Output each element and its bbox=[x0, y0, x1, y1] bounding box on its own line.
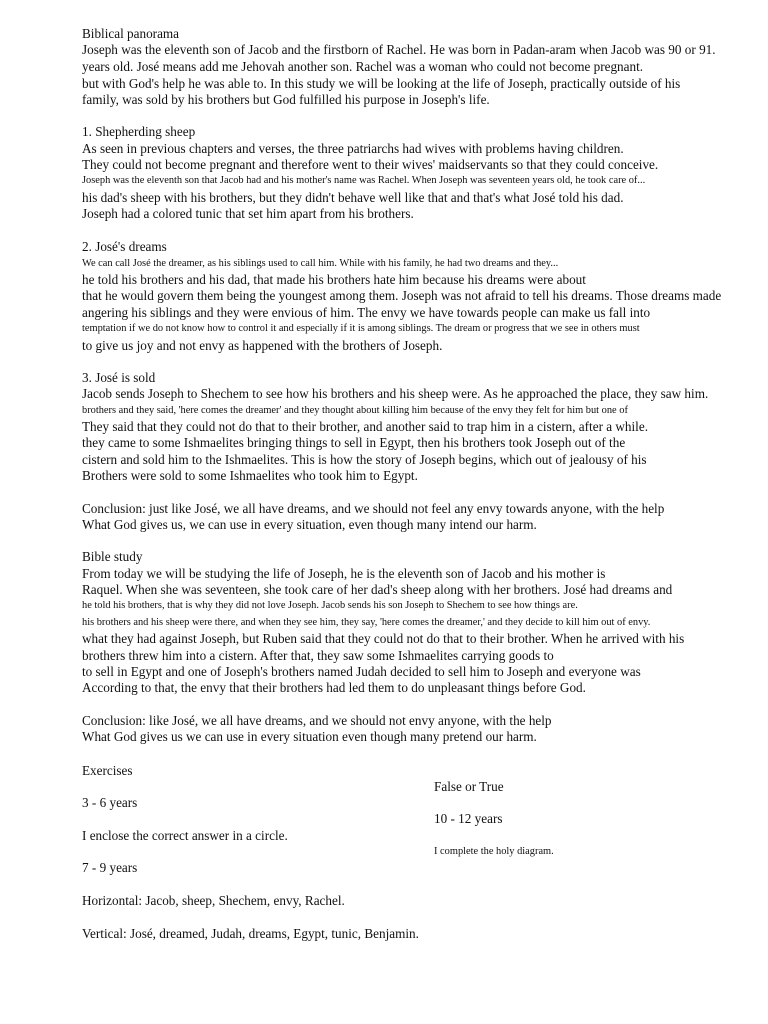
conclusion2-line: What God gives us we can use in every situation even though many pretend our harm. bbox=[82, 729, 537, 744]
section3-line: Brothers were sold to some Ishmaelites who took him to Egypt. bbox=[82, 468, 418, 483]
conclusion1-line: What God gives us, we can use in every situation, even though many intend our harm. bbox=[82, 517, 537, 532]
holy-diagram-instruction: I complete the holy diagram. bbox=[434, 846, 554, 857]
vertical-words: Vertical: José, dreamed, Judah, dreams, Egypt, tunic, Benjamin. bbox=[82, 926, 419, 941]
age-group-10-12: 10 - 12 years bbox=[434, 811, 503, 826]
bible-study-line: what they had against Joseph, but Ruben said that they could not do that to their brother. When he arrived with his bbox=[82, 631, 685, 646]
section2-line: We can call José the dreamer, as his siblings used to call him. While with his family, he had two dreams and they... bbox=[82, 258, 559, 269]
bible-study-line: From today we will be studying the life of Joseph, he is the eleventh son of Jacob and his mother is bbox=[82, 566, 606, 581]
bible-study-line: Raquel. When she was seventeen, she took care of her dad's sheep along with her brothers. José had dreams and bbox=[82, 582, 673, 597]
section3-line: Jacob sends Joseph to Shechem to see how his brothers and his sheep were. As he approached the place, they saw him. bbox=[82, 386, 709, 401]
intro-line: but with God's help he was able to. In this study we will be looking at the life of Joseph, practically outside of his bbox=[82, 76, 681, 91]
section1-line: Joseph had a colored tunic that set him apart from his brothers. bbox=[82, 206, 414, 221]
section1-line: his dad's sheep with his brothers, but they didn't behave well like that and that's what José told his dad. bbox=[82, 190, 624, 205]
intro-line: family, was sold by his brothers but God fulfilled his purpose in Joseph's life. bbox=[82, 92, 490, 107]
horizontal-words: Horizontal: Jacob, sheep, Shechem, envy, Rachel. bbox=[82, 893, 345, 908]
bible-study-line: he told his brothers, that is why they did not love Joseph. Jacob sends his son Joseph to Shechem to see how things are. bbox=[82, 600, 578, 611]
section3-line: cistern and sold him to the Ishmaelites. This is how the story of Joseph begins, which out of jealousy of his bbox=[82, 452, 647, 467]
section1-line: They could not become pregnant and therefore went to their wives' maidservants so that they could conceive. bbox=[82, 157, 659, 172]
conclusion2-line: Conclusion: like José, we all have dreams, and we should not envy anyone, with the help bbox=[82, 713, 552, 728]
section3-line: they came to some Ishmaelites bringing things to sell in Egypt, then his brothers took Joseph out of the bbox=[82, 435, 626, 450]
section3-line: They said that they could not do that to their brother, and another said to trap him in a cistern, after a while. bbox=[82, 419, 648, 434]
section2-line: that he would govern them being the youngest among them. Joseph was not afraid to tell his dreams. Those dreams made bbox=[82, 288, 722, 303]
conclusion1-line: Conclusion: just like José, we all have dreams, and we should not feel any envy towards anyone, with the help bbox=[82, 501, 665, 516]
intro-line: years old. José means add me Jehovah another son. Rachel was a woman who could not become pregnant. bbox=[82, 59, 644, 74]
bible-study-line: brothers threw him into a cistern. After that, they saw some Ishmaelites carrying goods to bbox=[82, 648, 554, 663]
bible-study-line: his brothers and his sheep were there, and when they see him, they say, 'here comes the dreamer,' and they decide to kill him out of envy. bbox=[82, 617, 651, 628]
bible-study-heading: Bible study bbox=[82, 549, 143, 564]
document-title: Biblical panorama bbox=[82, 26, 180, 41]
age-group-7-9: 7 - 9 years bbox=[82, 860, 138, 875]
false-or-true-label: False or True bbox=[434, 779, 504, 794]
section2-line: angering his siblings and they were envious of him. The envy we have towards people can make us fall into bbox=[82, 305, 651, 320]
section1-line: As seen in previous chapters and verses, the three patriarchs had wives with problems having children. bbox=[82, 141, 624, 156]
section2-line: temptation if we do not know how to control it and especially if it is among siblings. The dream or progress that we see in others must bbox=[82, 323, 640, 334]
section2-line: to give us joy and not envy as happened with the brothers of Joseph. bbox=[82, 338, 443, 353]
section3-line: brothers and they said, 'here comes the dreamer' and they thought about killing him because of the envy they felt for him but one of bbox=[82, 405, 628, 416]
exercises-heading: Exercises bbox=[82, 763, 133, 778]
age-group-3-6: 3 - 6 years bbox=[82, 795, 138, 810]
bible-study-line: According to that, the envy that their brothers had led them to do unpleasant things before God. bbox=[82, 680, 586, 695]
section2-line: he told his brothers and his dad, that made his brothers hate him because his dreams were about bbox=[82, 272, 586, 287]
circle-instruction: I enclose the correct answer in a circle. bbox=[82, 828, 288, 843]
intro-line: Joseph was the eleventh son of Jacob and the firstborn of Rachel. He was born in Padan-aram when Jacob was 90 or 91. bbox=[82, 42, 716, 57]
section1-heading: 1. Shepherding sheep bbox=[82, 124, 196, 139]
section2-heading: 2. José's dreams bbox=[82, 239, 167, 254]
section1-line: Joseph was the eleventh son that Jacob had and his mother's name was Rachel. When Joseph was seventeen years old, he took care of... bbox=[82, 175, 646, 186]
section3-heading: 3. José is sold bbox=[82, 370, 156, 385]
bible-study-line: to sell in Egypt and one of Joseph's brothers named Judah decided to sell him to Joseph and everyone was bbox=[82, 664, 641, 679]
